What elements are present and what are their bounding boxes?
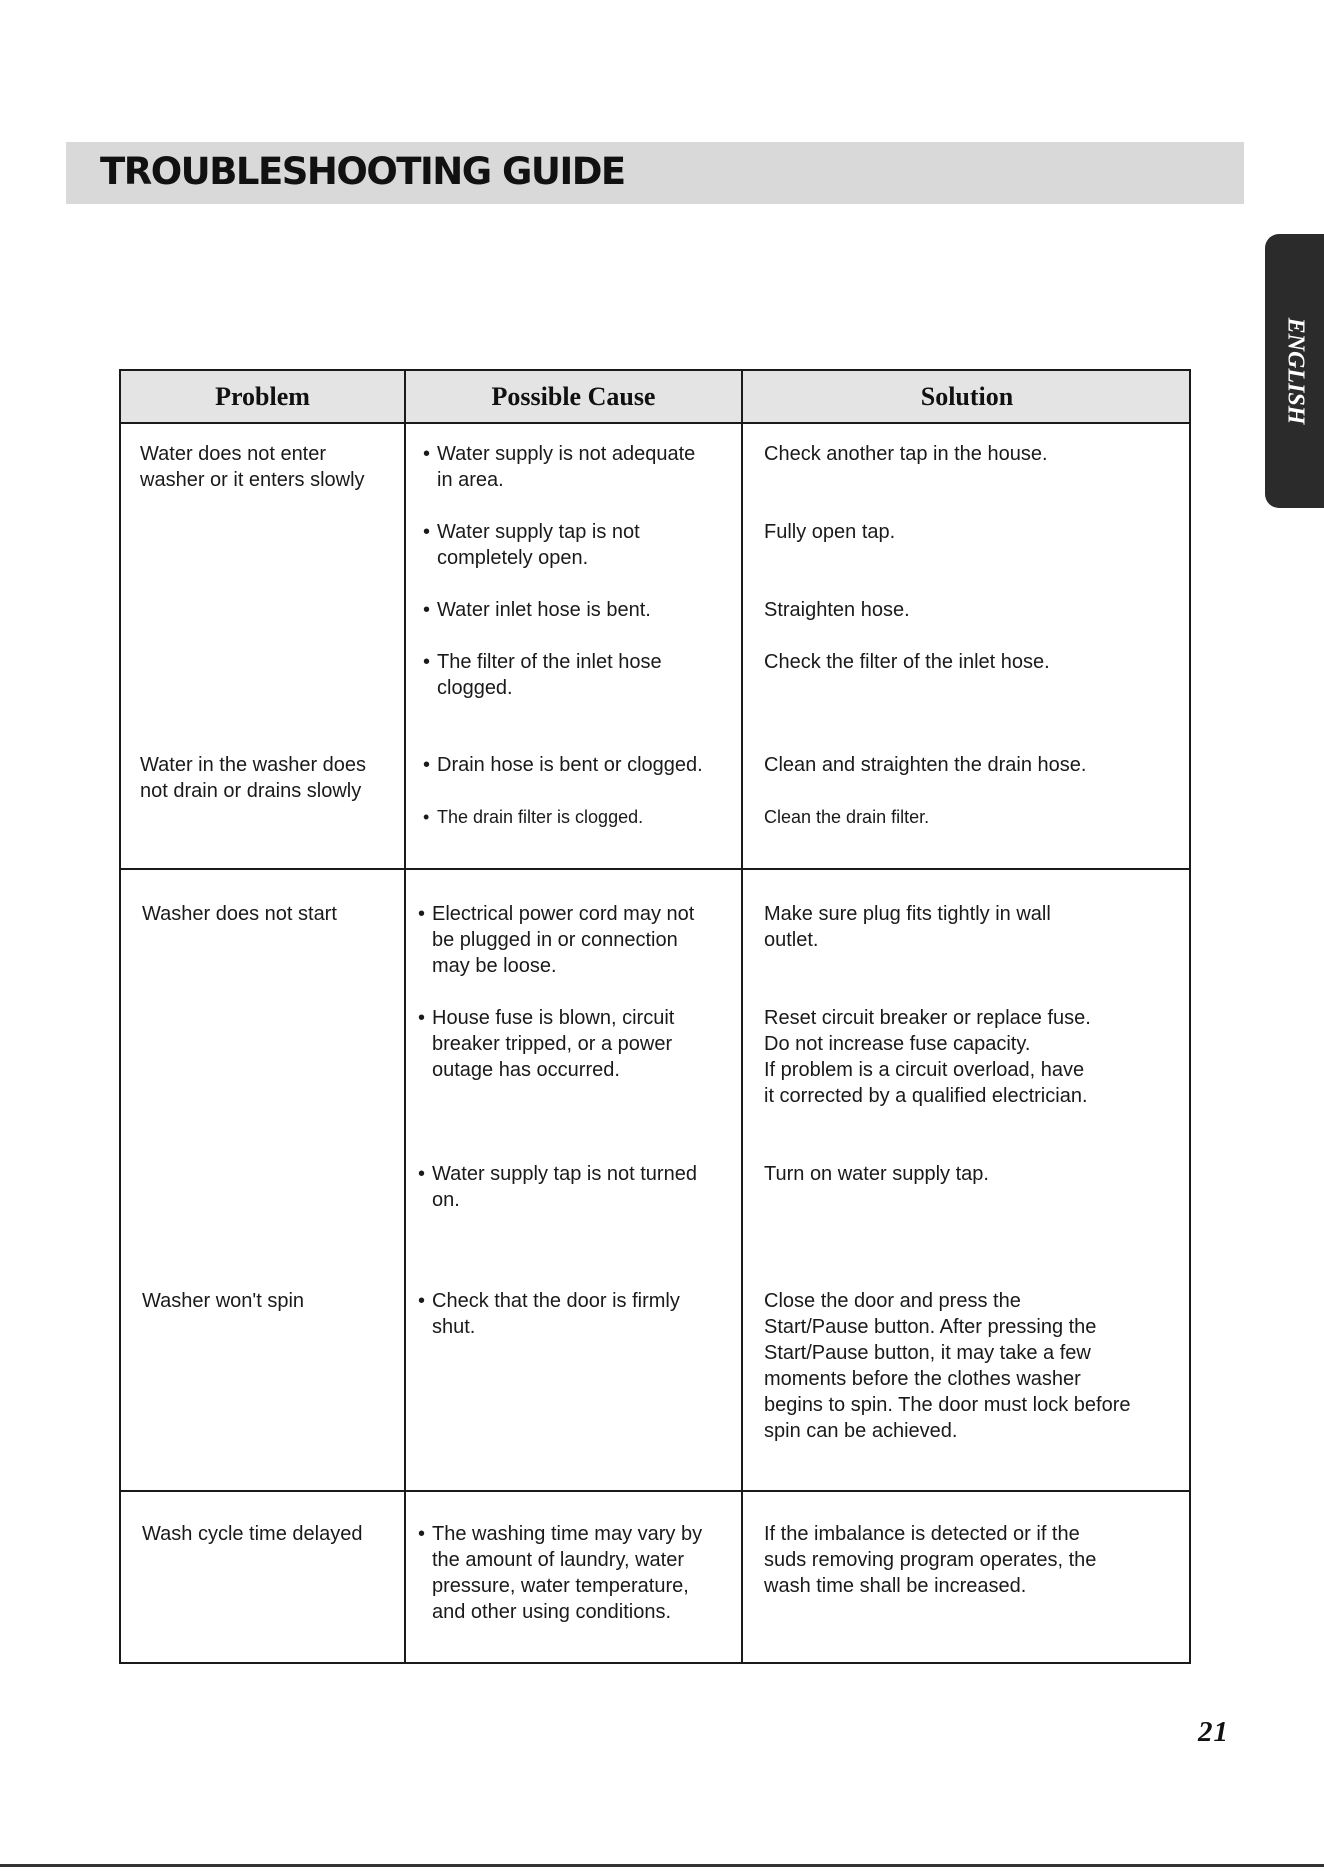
section-divider [121,1490,1189,1492]
solution-item: Make sure plug fits tightly in wall outlet. [764,903,1051,951]
cause-item: • Water supply is not adequate in area. [423,441,695,493]
problem-cell: Water does not enter washer or it enters slowly [140,443,365,491]
column-divider [741,371,743,1662]
header-problem: Problem [215,382,310,411]
page-title: TROUBLESHOOTING GUIDE [100,150,625,193]
solution-item: Clean and straighten the drain hose. [764,754,1087,776]
solution-item: Check another tap in the house. [764,443,1048,465]
problem-cell: Washer won't spin [142,1290,305,1312]
header-solution: Solution [920,382,1014,411]
bottom-rule [0,1864,1324,1867]
solution-item: Turn on water supply tap. [764,1163,989,1185]
solution-item: Check the filter of the inlet hose. [764,651,1050,673]
section-divider [121,868,1189,870]
cause-item: • Check that the door is firmly shut. [418,1288,680,1340]
cause-item: • Drain hose is bent or clogged. [423,752,703,778]
solution-item: If the imbalance is detected or if the suds removing program operates, the wash time shall be increased. [764,1523,1097,1597]
cause-item: • The drain filter is clogged. [423,804,643,830]
cause-item: • The filter of the inlet hose clogged. [423,649,662,701]
cause-item: • The washing time may vary by the amount of laundry, water pressure, water temperature, and other using conditions. [418,1521,702,1625]
solution-item: Close the door and press the Start/Pause button. After pressing the Start/Pause button, it may take a few moments before the clothes washer begins to spin. The door must lock before spin can be achieved. [764,1290,1131,1442]
troubleshooting-table [119,369,1191,1664]
cause-item: • Water supply tap is not completely open. [423,519,640,571]
page-number: 21 [1198,1716,1229,1748]
solution-item: Reset circuit breaker or replace fuse. Do not increase fuse capacity. If problem is a circuit overload, have it corrected by a qualified electrician. [764,1007,1091,1107]
language-tab [1265,234,1324,508]
problem-cell: Wash cycle time delayed [142,1523,363,1545]
solution-item: Clean the drain filter. [764,807,930,827]
cause-item: • Electrical power cord may not be plugged in or connection may be loose. [418,901,694,979]
solution-item: Fully open tap. [764,521,896,543]
cause-item: • House fuse is blown, circuit breaker tripped, or a power outage has occurred. [418,1005,674,1083]
problem-cell: Washer does not start [142,903,337,925]
solution-item: Straighten hose. [764,599,910,621]
cause-item: • Water inlet hose is bent. [423,597,651,623]
cause-item: • Water supply tap is not turned on. [418,1161,697,1213]
language-tab-label: ENGLISH [1282,317,1308,425]
header-possible-cause: Possible Cause [491,382,656,411]
problem-cell: Water in the washer does not drain or drains slowly [140,754,367,802]
column-divider [404,371,406,1662]
